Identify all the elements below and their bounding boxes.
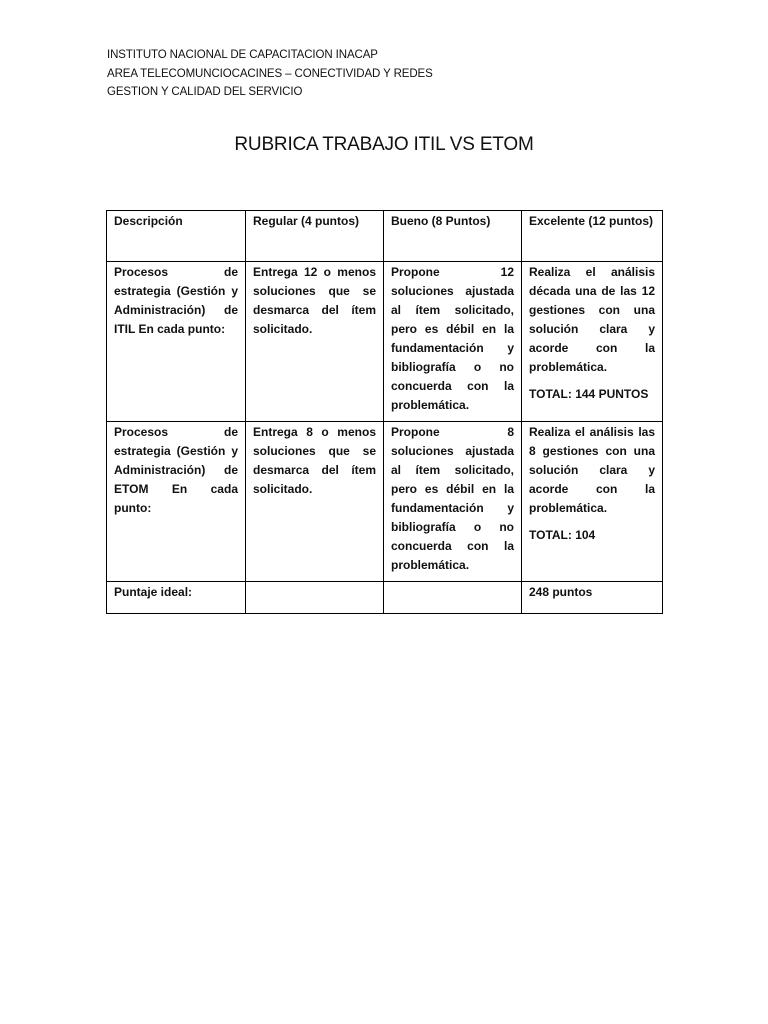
header-regular: Regular (4 puntos) (246, 211, 384, 262)
total-etom: TOTAL: 104 (529, 528, 596, 542)
header-course: GESTION Y CALIDAD DEL SERVICIO (107, 86, 303, 98)
table-row-puntaje-ideal (107, 582, 663, 614)
document-header (107, 46, 433, 102)
header-descripcion: Descripción (107, 211, 246, 262)
cell-puntaje-ideal-total: 248 puntos (522, 582, 663, 614)
cell-puntaje-ideal-regular (246, 582, 384, 614)
page-title: RUBRICA TRABAJO ITIL VS ETOM (234, 134, 534, 155)
header-institution: INSTITUTO NACIONAL DE CAPACITACION INACAP (107, 49, 378, 61)
rubric-table (106, 210, 663, 614)
total-itil: TOTAL: 144 PUNTOS (529, 387, 649, 401)
cell-regular-etom: Entrega 8 o menos soluciones que se desmarca del ítem solicitado. (246, 422, 384, 582)
cell-excelente-etom (522, 422, 663, 582)
cell-excelente-itil (522, 262, 663, 422)
table-row-itil (107, 262, 663, 422)
header-excelente: Excelente (12 puntos) (522, 211, 663, 262)
excelente-text-etom: Realiza el análisis las 8 gestiones con una solución clara y acorde con la problemática. (529, 425, 655, 515)
table-header-row (107, 211, 663, 262)
cell-regular-itil: Entrega 12 o menos soluciones que se desmarca del ítem solicitado. (246, 262, 384, 422)
excelente-text-itil: Realiza el análisis década una de las 12 gestiones con una solución clara y acorde con la problemática. (529, 265, 655, 374)
cell-bueno-itil: Propone 12 soluciones ajustada al ítem solicitado, pero es débil en la fundamentación y bibliografía o no concuerda con la problemática. (384, 262, 522, 422)
cell-descripcion-etom: Procesos de estrategia (Gestión y Administración) de ETOM En cada punto: (107, 422, 246, 582)
cell-bueno-etom: Propone 8 soluciones ajustada al ítem solicitado, pero es débil en la fundamentación y bibliografía o no concuerda con la problemática. (384, 422, 522, 582)
cell-puntaje-ideal-bueno (384, 582, 522, 614)
cell-descripcion-itil: Procesos de estrategia (Gestión y Administración) de ITIL En cada punto: (107, 262, 246, 422)
table-row-etom (107, 422, 663, 582)
header-bueno: Bueno (8 Puntos) (384, 211, 522, 262)
header-area: AREA TELECOMUNCIOCACINES – CONECTIVIDAD Y REDES (107, 67, 433, 80)
cell-puntaje-ideal-label: Puntaje ideal: (107, 582, 246, 614)
